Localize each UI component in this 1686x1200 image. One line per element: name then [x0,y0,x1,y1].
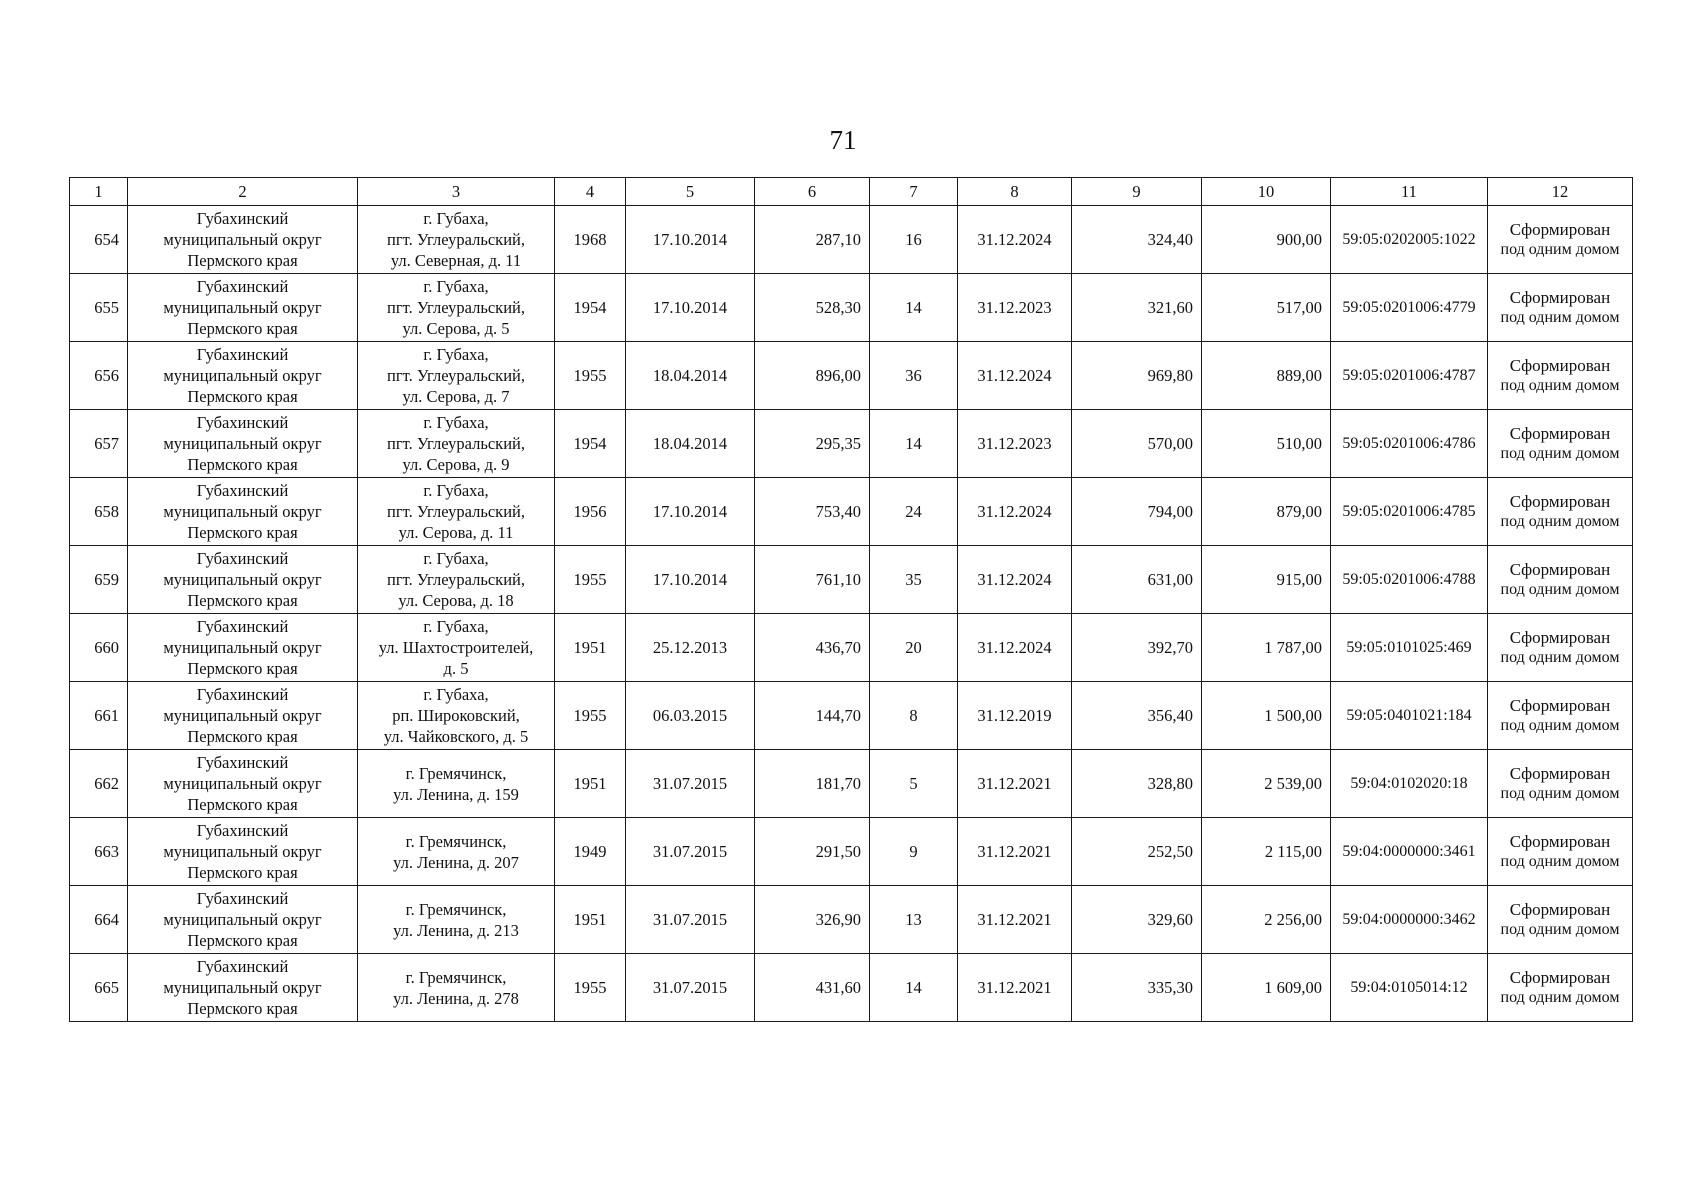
residents-cell: 16 [870,206,958,274]
cell-line: ул. Ленина, д. 159 [393,784,519,804]
cell-line: пгт. Углеуральский, [387,230,525,249]
column-header: 10 [1202,178,1331,206]
cell-line: г. Гремячинск, [405,899,507,919]
status-cell [1488,342,1633,410]
address-cell [358,682,555,750]
table-row [70,546,1633,614]
date-cell: 31.07.2015 [626,818,755,886]
cell-line: г. Губаха, [423,617,489,636]
cell-line: Губахинский [196,549,289,568]
cell-line: под одним домом [1500,852,1620,870]
cell-line: Сформирован [1509,831,1611,851]
area2-cell: 335,30 [1072,954,1202,1022]
cadastral-number-cell: 59:05:0201006:4785 [1331,478,1488,546]
table-row [70,886,1633,954]
cell-line: Сформирован [1509,627,1611,647]
cell-line: Сформирован [1509,899,1611,919]
cell-line: Губахинский [196,821,289,840]
cell-line: муниципальный округ [163,434,322,453]
municipality-cell [128,206,358,274]
area2-cell: 631,00 [1072,546,1202,614]
cadastral-number-cell: 59:05:0101025:469 [1331,614,1488,682]
cell-line: ул. Серова, д. 18 [398,591,514,610]
status-cell [1488,274,1633,342]
cell-line: г. Губаха, [423,345,489,364]
year-cell: 1951 [555,886,626,954]
cell-line: Пермского края [187,523,298,542]
date-cell: 18.04.2014 [626,342,755,410]
column-header: 2 [128,178,358,206]
cell-line: Сформирован [1509,355,1611,375]
cell-line: Губахинский [196,277,289,296]
date-cell: 18.04.2014 [626,410,755,478]
cadastral-number-cell: 59:05:0401021:184 [1331,682,1488,750]
row-number-cell: 662 [70,750,128,818]
column-header: 3 [358,178,555,206]
cell-line: г. Губаха, [423,549,489,568]
table-row [70,274,1633,342]
row-number-cell: 665 [70,954,128,1022]
cadastral-number-cell: 59:05:0201006:4786 [1331,410,1488,478]
deadline-cell: 31.12.2024 [958,546,1072,614]
area2-cell: 356,40 [1072,682,1202,750]
area2-cell: 570,00 [1072,410,1202,478]
deadline-cell: 31.12.2021 [958,954,1072,1022]
municipality-cell [128,818,358,886]
cell-line: Сформирован [1509,559,1611,579]
table-row [70,614,1633,682]
cell-line: Пермского края [187,251,298,270]
cell-line: ул. Ленина, д. 207 [393,852,519,872]
status-cell [1488,886,1633,954]
plot-area-cell: 1 500,00 [1202,682,1331,750]
address-cell [358,342,555,410]
row-number-cell: 655 [70,274,128,342]
cell-line: Пермского края [187,999,298,1018]
residents-cell: 35 [870,546,958,614]
area2-cell: 324,40 [1072,206,1202,274]
year-cell: 1954 [555,410,626,478]
cell-line: Губахинский [196,889,289,908]
column-header: 7 [870,178,958,206]
row-number-cell: 663 [70,818,128,886]
plot-area-cell: 915,00 [1202,546,1331,614]
residents-cell: 5 [870,750,958,818]
area2-cell: 392,70 [1072,614,1202,682]
cell-line: Пермского края [187,795,298,814]
residents-cell: 20 [870,614,958,682]
municipality-cell [128,682,358,750]
cell-line: Губахинский [196,617,289,636]
cell-line: г. Губаха, [423,413,489,432]
cell-line: ул. Чайковского, д. 5 [383,727,529,746]
cell-line: Сформирован [1509,423,1611,443]
cell-line: Сформирован [1509,695,1611,715]
deadline-cell: 31.12.2024 [958,342,1072,410]
cell-line: ул. Серова, д. 7 [402,387,510,406]
cell-line: под одним домом [1500,784,1620,802]
cell-line: г. Гремячинск, [405,763,507,783]
date-cell: 31.07.2015 [626,886,755,954]
residents-cell: 13 [870,886,958,954]
cell-line: Губахинский [196,957,289,976]
status-cell [1488,546,1633,614]
status-cell [1488,682,1633,750]
municipality-cell [128,886,358,954]
address-cell [358,818,555,886]
address-cell [358,954,555,1022]
area-cell: 181,70 [755,750,870,818]
area2-cell: 794,00 [1072,478,1202,546]
cell-line: пгт. Углеуральский, [387,570,525,589]
area2-cell: 252,50 [1072,818,1202,886]
cell-line: ул. Ленина, д. 278 [393,988,519,1008]
plot-area-cell: 517,00 [1202,274,1331,342]
area-cell: 528,30 [755,274,870,342]
municipality-cell [128,750,358,818]
date-cell: 17.10.2014 [626,546,755,614]
area2-cell: 329,60 [1072,886,1202,954]
area2-cell: 321,60 [1072,274,1202,342]
cell-line: Пермского края [187,863,298,882]
cell-line: под одним домом [1500,920,1620,938]
cell-line: под одним домом [1500,648,1620,666]
deadline-cell: 31.12.2023 [958,410,1072,478]
cell-line: Губахинский [196,345,289,364]
cell-line: пгт. Углеуральский, [387,434,525,453]
cell-line: г. Губаха, [423,481,489,500]
residents-cell: 36 [870,342,958,410]
deadline-cell: 31.12.2019 [958,682,1072,750]
cell-line: Пермского края [187,455,298,474]
area-cell: 761,10 [755,546,870,614]
year-cell: 1955 [555,342,626,410]
cell-line: г. Губаха, [423,277,489,296]
date-cell: 17.10.2014 [626,206,755,274]
row-number-cell: 657 [70,410,128,478]
cell-line: под одним домом [1500,240,1620,258]
address-cell [358,886,555,954]
cadastral-number-cell: 59:05:0202005:1022 [1331,206,1488,274]
year-cell: 1956 [555,478,626,546]
cell-line: пгт. Углеуральский, [387,366,525,385]
cell-line: под одним домом [1500,444,1620,462]
cell-line: муниципальный округ [163,570,322,589]
cell-line: под одним домом [1500,716,1620,734]
plot-area-cell: 2 539,00 [1202,750,1331,818]
cell-line: Губахинский [196,413,289,432]
date-cell: 17.10.2014 [626,274,755,342]
column-header: 8 [958,178,1072,206]
cadastral-number-cell: 59:05:0201006:4788 [1331,546,1488,614]
column-header: 4 [555,178,626,206]
deadline-cell: 31.12.2023 [958,274,1072,342]
deadline-cell: 31.12.2021 [958,886,1072,954]
row-number-cell: 664 [70,886,128,954]
cell-line: ул. Ленина, д. 213 [393,920,519,940]
cell-line: муниципальный округ [163,774,322,793]
row-number-cell: 654 [70,206,128,274]
address-cell [358,478,555,546]
cell-line: Пермского края [187,387,298,406]
municipality-cell [128,614,358,682]
table-row [70,682,1633,750]
status-cell [1488,750,1633,818]
cell-line: муниципальный округ [163,230,322,249]
row-number-cell: 656 [70,342,128,410]
area-cell: 896,00 [755,342,870,410]
area2-cell: 969,80 [1072,342,1202,410]
status-cell [1488,818,1633,886]
cell-line: рп. Широковский, [392,706,520,725]
date-cell: 17.10.2014 [626,478,755,546]
cell-line: ул. Серова, д. 5 [402,319,510,338]
cadastral-number-cell: 59:04:0000000:3462 [1331,886,1488,954]
cell-line: под одним домом [1500,512,1620,530]
municipality-cell [128,342,358,410]
deadline-cell: 31.12.2021 [958,750,1072,818]
deadline-cell: 31.12.2024 [958,614,1072,682]
cell-line: г. Губаха, [423,209,489,228]
row-number-cell: 661 [70,682,128,750]
cell-line: муниципальный округ [163,978,322,997]
deadline-cell: 31.12.2024 [958,206,1072,274]
cell-line: Губахинский [196,481,289,500]
year-cell: 1955 [555,954,626,1022]
cell-line: д. 5 [443,659,469,678]
cell-line: ул. Серова, д. 11 [398,523,514,542]
column-header: 11 [1331,178,1488,206]
address-cell [358,614,555,682]
table-row [70,750,1633,818]
year-cell: 1954 [555,274,626,342]
cell-line: муниципальный округ [163,706,322,725]
column-header: 9 [1072,178,1202,206]
table-body [70,178,1633,1022]
area-cell: 291,50 [755,818,870,886]
cell-line: под одним домом [1500,308,1620,326]
cell-line: Губахинский [196,209,289,228]
column-numbers-row [70,178,1633,206]
cell-line: Сформирован [1509,967,1611,987]
status-cell [1488,410,1633,478]
plot-area-cell: 900,00 [1202,206,1331,274]
residents-cell: 14 [870,954,958,1022]
table-row [70,206,1633,274]
cell-line: Сформирован [1509,287,1611,307]
deadline-cell: 31.12.2024 [958,478,1072,546]
plot-area-cell: 510,00 [1202,410,1331,478]
cadastral-number-cell: 59:05:0201006:4787 [1331,342,1488,410]
area-cell: 753,40 [755,478,870,546]
cell-line: пгт. Углеуральский, [387,298,525,317]
area-cell: 436,70 [755,614,870,682]
address-cell [358,750,555,818]
cell-line: муниципальный округ [163,910,322,929]
area-cell: 287,10 [755,206,870,274]
cell-line: Губахинский [196,685,289,704]
cell-line: Сформирован [1509,491,1611,511]
column-header: 12 [1488,178,1633,206]
year-cell: 1949 [555,818,626,886]
plot-area-cell: 879,00 [1202,478,1331,546]
area-cell: 295,35 [755,410,870,478]
cell-line: ул. Шахтостроителей, [378,638,534,657]
year-cell: 1955 [555,682,626,750]
year-cell: 1951 [555,614,626,682]
address-cell [358,410,555,478]
row-number-cell: 660 [70,614,128,682]
residents-cell: 8 [870,682,958,750]
date-cell: 06.03.2015 [626,682,755,750]
deadline-cell: 31.12.2021 [958,818,1072,886]
area-cell: 431,60 [755,954,870,1022]
plot-area-cell: 2 115,00 [1202,818,1331,886]
cell-line: Губахинский [196,753,289,772]
cell-line: пгт. Углеуральский, [387,502,525,521]
table-row [70,818,1633,886]
cell-line: г. Гремячинск, [405,831,507,851]
row-number-cell: 658 [70,478,128,546]
date-cell: 31.07.2015 [626,750,755,818]
row-number-cell: 659 [70,546,128,614]
municipality-cell [128,274,358,342]
cell-line: муниципальный округ [163,842,322,861]
table-row [70,410,1633,478]
cell-line: муниципальный округ [163,298,322,317]
cell-line: Пермского края [187,319,298,338]
page-number: 71 [829,125,857,155]
plot-area-cell: 1 787,00 [1202,614,1331,682]
municipality-cell [128,478,358,546]
status-cell [1488,206,1633,274]
cell-line: г. Губаха, [423,685,489,704]
cell-line: под одним домом [1500,376,1620,394]
municipality-cell [128,546,358,614]
cell-line: муниципальный округ [163,638,322,657]
residents-cell: 24 [870,478,958,546]
residents-cell: 9 [870,818,958,886]
table-row [70,342,1633,410]
cell-line: Пермского края [187,659,298,678]
plot-area-cell: 889,00 [1202,342,1331,410]
area-cell: 326,90 [755,886,870,954]
column-header: 5 [626,178,755,206]
date-cell: 25.12.2013 [626,614,755,682]
column-header: 1 [70,178,128,206]
year-cell: 1968 [555,206,626,274]
table-row [70,954,1633,1022]
residents-cell: 14 [870,274,958,342]
municipality-cell [128,954,358,1022]
cell-line: ул. Серова, д. 9 [402,455,510,474]
plot-area-cell: 2 256,00 [1202,886,1331,954]
cell-line: Пермского края [187,591,298,610]
status-cell [1488,954,1633,1022]
cell-line: ул. Северная, д. 11 [390,251,522,270]
cell-line: под одним домом [1500,988,1620,1006]
cadastral-number-cell: 59:04:0105014:12 [1331,954,1488,1022]
year-cell: 1951 [555,750,626,818]
cell-line: Пермского края [187,931,298,950]
area2-cell: 328,80 [1072,750,1202,818]
area-cell: 144,70 [755,682,870,750]
cadastral-number-cell: 59:04:0102020:18 [1331,750,1488,818]
status-cell [1488,478,1633,546]
cell-line: Сформирован [1509,219,1611,239]
column-header: 6 [755,178,870,206]
cell-line: муниципальный округ [163,366,322,385]
cell-line: под одним домом [1500,580,1620,598]
municipality-cell [128,410,358,478]
address-cell [358,274,555,342]
housing-registry-table [69,177,1633,1022]
cadastral-number-cell: 59:05:0201006:4779 [1331,274,1488,342]
cell-line: Сформирован [1509,763,1611,783]
year-cell: 1955 [555,546,626,614]
address-cell [358,206,555,274]
date-cell: 31.07.2015 [626,954,755,1022]
cadastral-number-cell: 59:04:0000000:3461 [1331,818,1488,886]
cell-line: Пермского края [187,727,298,746]
cell-line: муниципальный округ [163,502,322,521]
table-row [70,478,1633,546]
plot-area-cell: 1 609,00 [1202,954,1331,1022]
cell-line: г. Гремячинск, [405,967,507,987]
address-cell [358,546,555,614]
status-cell [1488,614,1633,682]
residents-cell: 14 [870,410,958,478]
